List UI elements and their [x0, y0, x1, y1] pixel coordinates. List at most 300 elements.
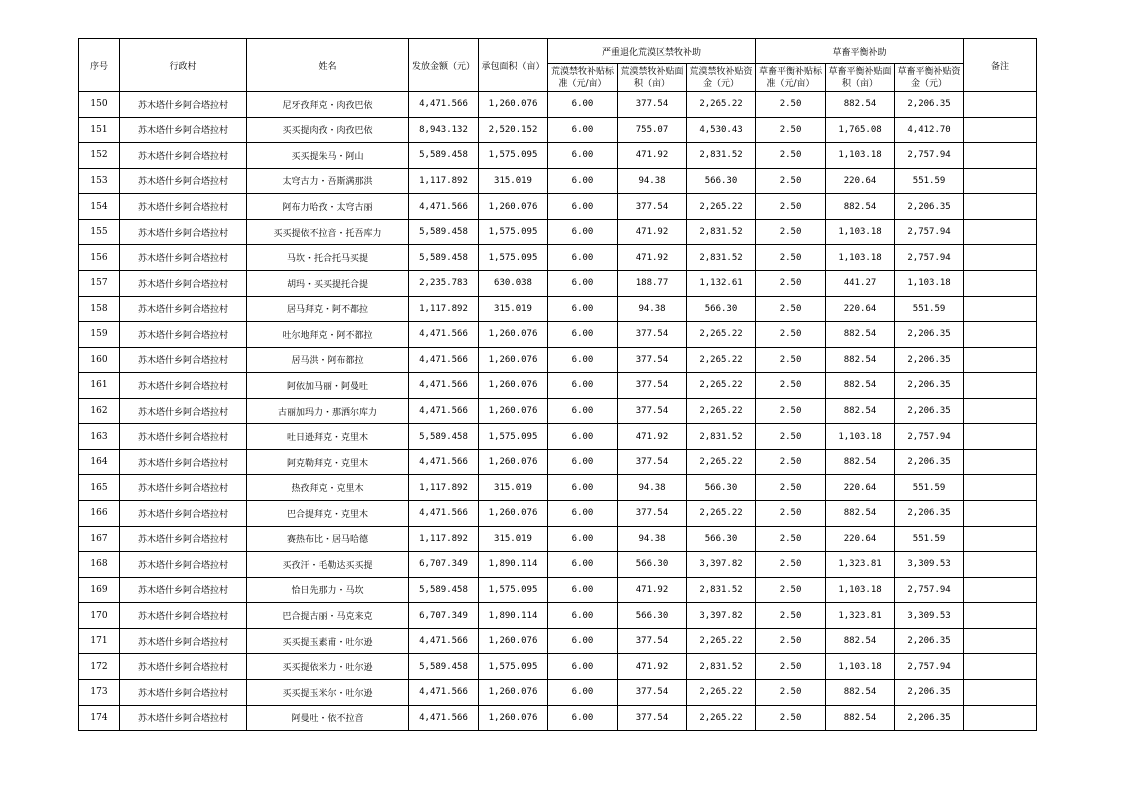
cell-amount: 6,707.349 — [409, 603, 479, 629]
cell-name: 阿依加马丽・阿曼吐 — [247, 373, 409, 399]
header-desert-standard: 荒漠禁牧补贴标准（元/亩） — [548, 64, 618, 92]
cell-balance-area: 220.64 — [826, 475, 895, 501]
cell-area: 315.019 — [479, 168, 548, 194]
table-row — [79, 679, 1037, 705]
cell-balance-standard: 2.50 — [756, 270, 826, 296]
cell-seq: 169 — [79, 577, 120, 603]
cell-desert-money: 3,397.82 — [687, 603, 756, 629]
cell-desert-area: 755.07 — [618, 117, 687, 143]
cell-desert-area: 377.54 — [618, 398, 687, 424]
cell-area: 1,575.095 — [479, 424, 548, 450]
cell-village: 苏木塔什乡阿合塔拉村 — [120, 194, 247, 220]
cell-area: 1,260.076 — [479, 347, 548, 373]
cell-village: 苏木塔什乡阿合塔拉村 — [120, 117, 247, 143]
cell-area: 1,260.076 — [479, 501, 548, 527]
cell-balance-area: 882.54 — [826, 501, 895, 527]
cell-area: 1,575.095 — [479, 654, 548, 680]
table-row — [79, 322, 1037, 348]
cell-name: 阿曼吐・依不拉音 — [247, 705, 409, 731]
cell-desert-area: 377.54 — [618, 373, 687, 399]
cell-desert-standard: 6.00 — [548, 475, 618, 501]
header-desert-subsidy-group: 严重退化荒漠区禁牧补助 — [548, 39, 756, 64]
cell-desert-money: 2,265.22 — [687, 628, 756, 654]
cell-village: 苏木塔什乡阿合塔拉村 — [120, 705, 247, 731]
table-row — [79, 117, 1037, 143]
cell-desert-money: 566.30 — [687, 296, 756, 322]
cell-balance-area: 1,765.08 — [826, 117, 895, 143]
cell-desert-area: 471.92 — [618, 424, 687, 450]
cell-balance-standard: 2.50 — [756, 705, 826, 731]
cell-remark — [964, 449, 1037, 475]
cell-desert-area: 377.54 — [618, 449, 687, 475]
table-row — [79, 296, 1037, 322]
cell-amount: 4,471.566 — [409, 705, 479, 731]
cell-desert-money: 2,831.52 — [687, 654, 756, 680]
cell-balance-area: 1,103.18 — [826, 245, 895, 271]
cell-area: 1,890.114 — [479, 603, 548, 629]
cell-remark — [964, 705, 1037, 731]
cell-name: 买买提依不拉音・托吾库力 — [247, 219, 409, 245]
cell-balance-money: 2,206.35 — [895, 628, 964, 654]
cell-village: 苏木塔什乡阿合塔拉村 — [120, 603, 247, 629]
cell-remark — [964, 603, 1037, 629]
cell-desert-money: 2,265.22 — [687, 398, 756, 424]
cell-desert-money: 2,265.22 — [687, 705, 756, 731]
cell-desert-standard: 6.00 — [548, 347, 618, 373]
cell-balance-area: 882.54 — [826, 449, 895, 475]
cell-remark — [964, 117, 1037, 143]
cell-village: 苏木塔什乡阿合塔拉村 — [120, 552, 247, 578]
cell-remark — [964, 347, 1037, 373]
cell-desert-area: 566.30 — [618, 603, 687, 629]
cell-amount: 2,235.783 — [409, 270, 479, 296]
cell-balance-money: 2,206.35 — [895, 679, 964, 705]
table-row — [79, 475, 1037, 501]
cell-balance-standard: 2.50 — [756, 117, 826, 143]
cell-desert-standard: 6.00 — [548, 577, 618, 603]
cell-balance-area: 1,103.18 — [826, 143, 895, 169]
cell-balance-money: 2,757.94 — [895, 219, 964, 245]
cell-village: 苏木塔什乡阿合塔拉村 — [120, 679, 247, 705]
cell-balance-standard: 2.50 — [756, 577, 826, 603]
header-balance-area: 草畜平衡补贴面积（亩） — [826, 64, 895, 92]
cell-balance-standard: 2.50 — [756, 603, 826, 629]
cell-desert-standard: 6.00 — [548, 168, 618, 194]
cell-name: 买买提依米力・吐尔逊 — [247, 654, 409, 680]
cell-remark — [964, 424, 1037, 450]
cell-balance-standard: 2.50 — [756, 475, 826, 501]
cell-balance-money: 2,206.35 — [895, 449, 964, 475]
cell-seq: 172 — [79, 654, 120, 680]
cell-area: 1,260.076 — [479, 322, 548, 348]
cell-name: 居马洪・阿布都拉 — [247, 347, 409, 373]
header-desert-money: 荒漠禁牧补贴资金（元） — [687, 64, 756, 92]
cell-area: 1,260.076 — [479, 705, 548, 731]
cell-seq: 151 — [79, 117, 120, 143]
table-row — [79, 373, 1037, 399]
cell-desert-money: 2,265.22 — [687, 373, 756, 399]
cell-village: 苏木塔什乡阿合塔拉村 — [120, 347, 247, 373]
cell-balance-area: 882.54 — [826, 398, 895, 424]
cell-balance-area: 1,323.81 — [826, 603, 895, 629]
cell-balance-standard: 2.50 — [756, 501, 826, 527]
cell-remark — [964, 168, 1037, 194]
cell-amount: 4,471.566 — [409, 501, 479, 527]
cell-name: 尼牙孜拜克・肉孜巴依 — [247, 92, 409, 118]
cell-desert-money: 2,831.52 — [687, 577, 756, 603]
cell-remark — [964, 526, 1037, 552]
cell-amount: 5,589.458 — [409, 424, 479, 450]
cell-village: 苏木塔什乡阿合塔拉村 — [120, 373, 247, 399]
cell-remark — [964, 679, 1037, 705]
cell-balance-money: 551.59 — [895, 475, 964, 501]
cell-seq: 165 — [79, 475, 120, 501]
cell-balance-money: 2,206.35 — [895, 501, 964, 527]
cell-balance-area: 882.54 — [826, 679, 895, 705]
cell-seq: 156 — [79, 245, 120, 271]
cell-desert-area: 377.54 — [618, 322, 687, 348]
cell-balance-money: 2,206.35 — [895, 398, 964, 424]
cell-desert-money: 2,831.52 — [687, 219, 756, 245]
cell-balance-money: 2,757.94 — [895, 424, 964, 450]
table-row — [79, 552, 1037, 578]
cell-balance-money: 4,412.70 — [895, 117, 964, 143]
cell-balance-money: 551.59 — [895, 296, 964, 322]
cell-seq: 167 — [79, 526, 120, 552]
cell-balance-area: 882.54 — [826, 347, 895, 373]
cell-name: 巴合提古丽・马克来克 — [247, 603, 409, 629]
cell-remark — [964, 577, 1037, 603]
cell-desert-area: 471.92 — [618, 654, 687, 680]
cell-amount: 4,471.566 — [409, 449, 479, 475]
cell-village: 苏木塔什乡阿合塔拉村 — [120, 143, 247, 169]
cell-desert-standard: 6.00 — [548, 117, 618, 143]
header-village: 行政村 — [120, 39, 247, 92]
cell-desert-area: 471.92 — [618, 577, 687, 603]
cell-desert-area: 188.77 — [618, 270, 687, 296]
cell-balance-money: 2,206.35 — [895, 92, 964, 118]
cell-remark — [964, 501, 1037, 527]
cell-balance-money: 3,309.53 — [895, 603, 964, 629]
cell-name: 吐日逊拜克・克里木 — [247, 424, 409, 450]
cell-village: 苏木塔什乡阿合塔拉村 — [120, 577, 247, 603]
cell-name: 买孜汗・毛勒达买买提 — [247, 552, 409, 578]
cell-desert-money: 2,265.22 — [687, 501, 756, 527]
cell-desert-standard: 6.00 — [548, 705, 618, 731]
cell-name: 马坎・托合托马买提 — [247, 245, 409, 271]
cell-balance-money: 2,206.35 — [895, 322, 964, 348]
cell-balance-standard: 2.50 — [756, 168, 826, 194]
cell-balance-money: 2,757.94 — [895, 245, 964, 271]
cell-seq: 168 — [79, 552, 120, 578]
cell-balance-area: 882.54 — [826, 373, 895, 399]
table-row — [79, 526, 1037, 552]
cell-village: 苏木塔什乡阿合塔拉村 — [120, 475, 247, 501]
cell-area: 1,260.076 — [479, 628, 548, 654]
cell-desert-standard: 6.00 — [548, 501, 618, 527]
cell-name: 太穹古力・吾斯满那洪 — [247, 168, 409, 194]
cell-balance-standard: 2.50 — [756, 347, 826, 373]
cell-desert-area: 94.38 — [618, 296, 687, 322]
cell-desert-area: 94.38 — [618, 526, 687, 552]
cell-amount: 5,589.458 — [409, 219, 479, 245]
cell-balance-money: 2,206.35 — [895, 347, 964, 373]
cell-seq: 152 — [79, 143, 120, 169]
cell-balance-area: 220.64 — [826, 168, 895, 194]
header-amount: 发放金额（元） — [409, 39, 479, 92]
table-row — [79, 194, 1037, 220]
cell-amount: 4,471.566 — [409, 322, 479, 348]
cell-desert-area: 377.54 — [618, 501, 687, 527]
cell-seq: 174 — [79, 705, 120, 731]
cell-balance-area: 1,103.18 — [826, 424, 895, 450]
cell-desert-standard: 6.00 — [548, 296, 618, 322]
header-balance-subsidy-group: 草畜平衡补助 — [756, 39, 964, 64]
cell-desert-standard: 6.00 — [548, 245, 618, 271]
cell-desert-money: 2,265.22 — [687, 322, 756, 348]
cell-area: 315.019 — [479, 526, 548, 552]
cell-desert-money: 566.30 — [687, 168, 756, 194]
cell-amount: 4,471.566 — [409, 398, 479, 424]
cell-balance-money: 2,206.35 — [895, 373, 964, 399]
cell-desert-area: 94.38 — [618, 475, 687, 501]
cell-balance-standard: 2.50 — [756, 245, 826, 271]
cell-desert-standard: 6.00 — [548, 679, 618, 705]
table-row — [79, 398, 1037, 424]
table-row — [79, 92, 1037, 118]
cell-name: 赛热布比・居马哈德 — [247, 526, 409, 552]
cell-village: 苏木塔什乡阿合塔拉村 — [120, 322, 247, 348]
cell-balance-standard: 2.50 — [756, 194, 826, 220]
cell-amount: 5,589.458 — [409, 654, 479, 680]
cell-area: 1,890.114 — [479, 552, 548, 578]
cell-balance-area: 882.54 — [826, 92, 895, 118]
cell-remark — [964, 296, 1037, 322]
cell-village: 苏木塔什乡阿合塔拉村 — [120, 654, 247, 680]
cell-balance-standard: 2.50 — [756, 679, 826, 705]
cell-seq: 163 — [79, 424, 120, 450]
cell-remark — [964, 475, 1037, 501]
cell-seq: 159 — [79, 322, 120, 348]
cell-name: 阿克勒拜克・克里木 — [247, 449, 409, 475]
cell-remark — [964, 219, 1037, 245]
table-row — [79, 501, 1037, 527]
cell-amount: 4,471.566 — [409, 679, 479, 705]
cell-desert-money: 4,530.43 — [687, 117, 756, 143]
cell-village: 苏木塔什乡阿合塔拉村 — [120, 501, 247, 527]
cell-area: 1,260.076 — [479, 194, 548, 220]
cell-desert-standard: 6.00 — [548, 449, 618, 475]
cell-village: 苏木塔什乡阿合塔拉村 — [120, 270, 247, 296]
cell-village: 苏木塔什乡阿合塔拉村 — [120, 449, 247, 475]
cell-balance-money: 551.59 — [895, 168, 964, 194]
header-balance-standard: 草畜平衡补贴标准（元/亩） — [756, 64, 826, 92]
cell-area: 1,575.095 — [479, 143, 548, 169]
cell-seq: 157 — [79, 270, 120, 296]
cell-remark — [964, 322, 1037, 348]
cell-balance-standard: 2.50 — [756, 143, 826, 169]
header-seq: 序号 — [79, 39, 120, 92]
cell-name: 吐尔地拜克・阿不都拉 — [247, 322, 409, 348]
cell-name: 恰日先那力・马坎 — [247, 577, 409, 603]
cell-village: 苏木塔什乡阿合塔拉村 — [120, 526, 247, 552]
cell-desert-standard: 6.00 — [548, 603, 618, 629]
cell-desert-standard: 6.00 — [548, 373, 618, 399]
cell-balance-area: 882.54 — [826, 194, 895, 220]
table-header — [79, 39, 1037, 92]
cell-balance-area: 882.54 — [826, 628, 895, 654]
header-balance-money: 草畜平衡补贴资金（元） — [895, 64, 964, 92]
header-remark: 备注 — [964, 39, 1037, 92]
cell-amount: 4,471.566 — [409, 92, 479, 118]
cell-balance-money: 2,757.94 — [895, 577, 964, 603]
cell-area: 1,575.095 — [479, 245, 548, 271]
cell-balance-area: 882.54 — [826, 705, 895, 731]
cell-desert-money: 2,831.52 — [687, 245, 756, 271]
cell-desert-standard: 6.00 — [548, 143, 618, 169]
cell-area: 315.019 — [479, 475, 548, 501]
cell-area: 1,260.076 — [479, 398, 548, 424]
subsidy-table — [78, 38, 1037, 731]
cell-village: 苏木塔什乡阿合塔拉村 — [120, 219, 247, 245]
cell-area: 1,260.076 — [479, 679, 548, 705]
cell-remark — [964, 270, 1037, 296]
cell-balance-money: 2,757.94 — [895, 143, 964, 169]
cell-desert-area: 377.54 — [618, 347, 687, 373]
cell-balance-money: 2,757.94 — [895, 654, 964, 680]
cell-balance-area: 220.64 — [826, 526, 895, 552]
cell-balance-area: 441.27 — [826, 270, 895, 296]
cell-seq: 160 — [79, 347, 120, 373]
cell-balance-standard: 2.50 — [756, 296, 826, 322]
cell-seq: 166 — [79, 501, 120, 527]
cell-desert-standard: 6.00 — [548, 526, 618, 552]
cell-name: 买买提玉素甫・吐尔逊 — [247, 628, 409, 654]
table-row — [79, 705, 1037, 731]
cell-desert-money: 3,397.82 — [687, 552, 756, 578]
cell-seq: 154 — [79, 194, 120, 220]
cell-desert-money: 1,132.61 — [687, 270, 756, 296]
cell-village: 苏木塔什乡阿合塔拉村 — [120, 92, 247, 118]
cell-remark — [964, 373, 1037, 399]
cell-desert-money: 2,831.52 — [687, 424, 756, 450]
cell-balance-standard: 2.50 — [756, 628, 826, 654]
cell-seq: 161 — [79, 373, 120, 399]
cell-desert-area: 377.54 — [618, 628, 687, 654]
cell-name: 买买提玉米尔・吐尔逊 — [247, 679, 409, 705]
table-row — [79, 219, 1037, 245]
cell-desert-money: 2,265.22 — [687, 92, 756, 118]
cell-area: 1,260.076 — [479, 373, 548, 399]
cell-balance-area: 1,103.18 — [826, 577, 895, 603]
cell-desert-area: 377.54 — [618, 679, 687, 705]
cell-desert-area: 471.92 — [618, 219, 687, 245]
cell-balance-money: 551.59 — [895, 526, 964, 552]
cell-village: 苏木塔什乡阿合塔拉村 — [120, 168, 247, 194]
cell-area: 1,575.095 — [479, 577, 548, 603]
cell-desert-standard: 6.00 — [548, 628, 618, 654]
cell-desert-standard: 6.00 — [548, 424, 618, 450]
cell-balance-area: 1,323.81 — [826, 552, 895, 578]
cell-desert-area: 94.38 — [618, 168, 687, 194]
cell-name: 古丽加玛力・那洒尔库力 — [247, 398, 409, 424]
cell-remark — [964, 398, 1037, 424]
cell-desert-area: 471.92 — [618, 143, 687, 169]
cell-desert-money: 2,265.22 — [687, 449, 756, 475]
cell-amount: 5,589.458 — [409, 245, 479, 271]
cell-amount: 1,117.892 — [409, 526, 479, 552]
cell-seq: 170 — [79, 603, 120, 629]
cell-area: 1,260.076 — [479, 92, 548, 118]
cell-area: 2,520.152 — [479, 117, 548, 143]
cell-balance-money: 2,206.35 — [895, 705, 964, 731]
cell-desert-money: 566.30 — [687, 475, 756, 501]
cell-seq: 164 — [79, 449, 120, 475]
cell-balance-area: 1,103.18 — [826, 654, 895, 680]
cell-name: 巴合提拜克・克里木 — [247, 501, 409, 527]
cell-village: 苏木塔什乡阿合塔拉村 — [120, 245, 247, 271]
cell-area: 1,260.076 — [479, 449, 548, 475]
cell-seq: 158 — [79, 296, 120, 322]
cell-amount: 5,589.458 — [409, 143, 479, 169]
cell-desert-standard: 6.00 — [548, 194, 618, 220]
cell-area: 315.019 — [479, 296, 548, 322]
cell-desert-standard: 6.00 — [548, 270, 618, 296]
cell-desert-money: 2,265.22 — [687, 347, 756, 373]
cell-balance-money: 2,206.35 — [895, 194, 964, 220]
cell-balance-standard: 2.50 — [756, 322, 826, 348]
table-row — [79, 603, 1037, 629]
table-body — [79, 92, 1037, 731]
cell-village: 苏木塔什乡阿合塔拉村 — [120, 398, 247, 424]
table-row — [79, 424, 1037, 450]
cell-name: 买买提朱马・阿山 — [247, 143, 409, 169]
cell-amount: 8,943.132 — [409, 117, 479, 143]
header-desert-area: 荒漠禁牧补贴面积（亩） — [618, 64, 687, 92]
cell-name: 买买提肉孜・肉孜巴依 — [247, 117, 409, 143]
cell-balance-money: 3,309.53 — [895, 552, 964, 578]
cell-desert-standard: 6.00 — [548, 219, 618, 245]
cell-balance-area: 882.54 — [826, 322, 895, 348]
cell-amount: 5,589.458 — [409, 577, 479, 603]
cell-remark — [964, 194, 1037, 220]
cell-amount: 4,471.566 — [409, 373, 479, 399]
cell-amount: 1,117.892 — [409, 168, 479, 194]
cell-remark — [964, 245, 1037, 271]
cell-desert-area: 377.54 — [618, 194, 687, 220]
table-row — [79, 168, 1037, 194]
cell-balance-standard: 2.50 — [756, 92, 826, 118]
cell-amount: 4,471.566 — [409, 628, 479, 654]
header-name: 姓名 — [247, 39, 409, 92]
table-row — [79, 270, 1037, 296]
cell-name: 阿布力哈孜・太穹古丽 — [247, 194, 409, 220]
cell-balance-standard: 2.50 — [756, 398, 826, 424]
cell-balance-standard: 2.50 — [756, 449, 826, 475]
header-area: 承包面积（亩） — [479, 39, 548, 92]
cell-desert-standard: 6.00 — [548, 552, 618, 578]
cell-village: 苏木塔什乡阿合塔拉村 — [120, 628, 247, 654]
cell-seq: 173 — [79, 679, 120, 705]
cell-desert-standard: 6.00 — [548, 92, 618, 118]
cell-name: 居马拜克・阿不都拉 — [247, 296, 409, 322]
cell-balance-standard: 2.50 — [756, 373, 826, 399]
cell-balance-standard: 2.50 — [756, 424, 826, 450]
cell-balance-standard: 2.50 — [756, 552, 826, 578]
cell-balance-money: 1,103.18 — [895, 270, 964, 296]
cell-seq: 171 — [79, 628, 120, 654]
cell-seq: 150 — [79, 92, 120, 118]
